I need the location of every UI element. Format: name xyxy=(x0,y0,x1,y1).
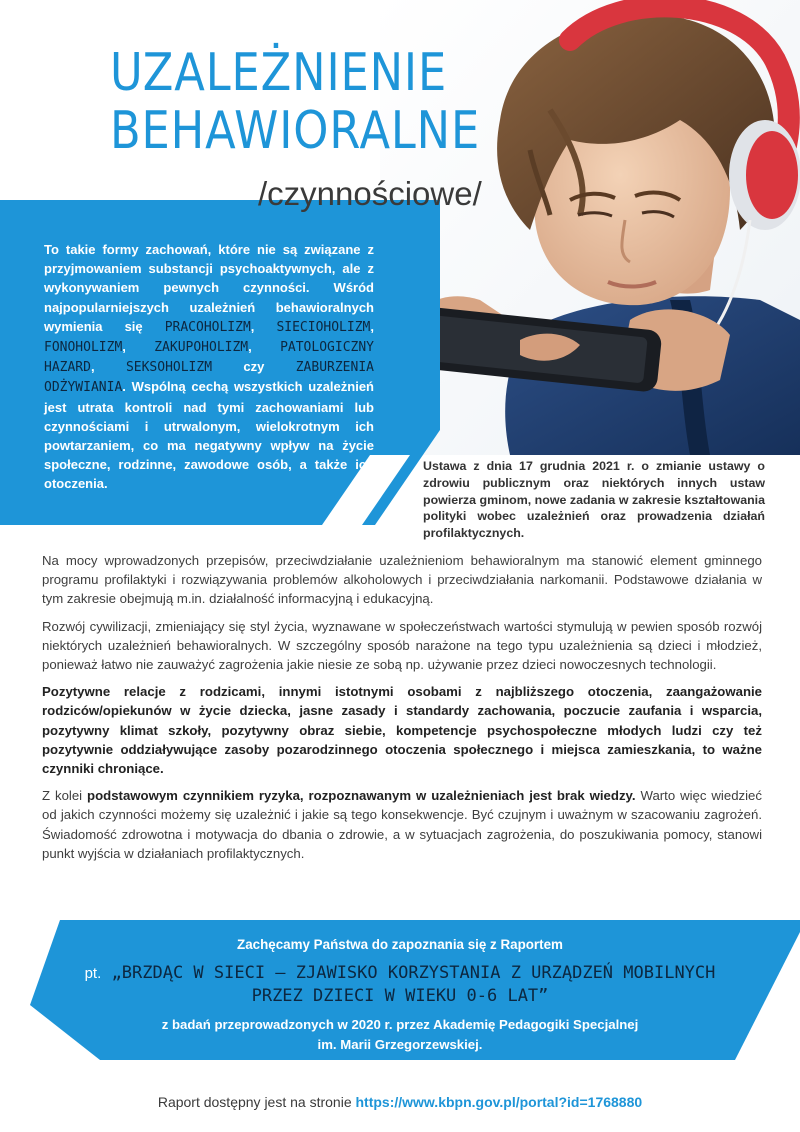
term-zakupoholizm: ZAKUPOHOLIZM xyxy=(154,340,249,356)
report-call-to-action xyxy=(80,934,720,1055)
report-title-line-2: PRZEZ DZIECI W WIEKU 0-6 LAT” xyxy=(251,986,549,1006)
p4-rest: Warto więc wiedzieć od jakich czynności możemy się uzależnić i jakie są tego konsekwencje. Być czujnym i uważnym w szacowaniu zagrożeń. Świadomość zdrowotna i motywacja do dbania o zdrowie, a w sytuacjach zagrożenia, do poszukiwania pomocy, stanowi punkt wyjścia w działaniach profilaktycznych. xyxy=(42,788,762,861)
footer xyxy=(0,1094,800,1110)
report-link[interactable]: https://www.kbpn.gov.pl/portal?id=1768880 xyxy=(355,1094,643,1110)
title-line-2: BEHAWIORALNE xyxy=(110,101,481,161)
report-source-line-1: z badań przeprowadzonych w 2020 r. przez Akademię Pedagogiki Specjalnej xyxy=(161,1017,639,1032)
term-pracoholizm: PRACOHOLIZM xyxy=(164,319,251,335)
term-zaburzenia: ZABURZENIA ODŻYWIANIA xyxy=(44,360,374,396)
law-note: Ustawa z dnia 17 grudnia 2021 r. o zmianie ustawy o zdrowiu publicznym oraz niektórych innych ustaw powierza gminom, nowe zadania w zakresie kształtowania polityki wobec uzależnień oraz prowadzenia działań profilaktycznych. xyxy=(423,459,765,541)
p4-bold: podstawowym czynnikiem ryzyka, rozpoznawanym w uzależnieniach jest brak wiedzy. xyxy=(87,788,636,804)
term-fonoholizm: FONOHOLIZM xyxy=(44,340,123,356)
intro-sep-2: , xyxy=(370,318,374,334)
report-title-line-1: „BRZDĄC W SIECI – ZJAWISKO KORZYSTANIA Z URZĄDZEŃ MOBILNYCH xyxy=(111,963,716,983)
report-source-line-2: im. Marii Grzegorzewskiej. xyxy=(317,1037,483,1052)
term-hazard: PATOLOGICZNY HAZARD xyxy=(44,340,374,376)
body-paragraph-4 xyxy=(42,786,762,863)
cta-intro: Zachęcamy Państwa do zapoznania się z Raportem xyxy=(237,937,563,952)
intro-sep-1: , xyxy=(250,318,277,334)
term-seksoholizm: SEKSOHOLIZM xyxy=(125,360,213,376)
body-paragraph-1: Na mocy wprowadzonych przepisów, przeciwdziałanie uzależnieniom behawioralnym ma stanowić element gminnego programu profilaktyki i rozwiązywania problemów alkoholowych i przeciwdziałania narkomanii. Podstawowe działania w tym zakresie obejmują m.in. działalność informacyjną i edukacyjną. xyxy=(42,553,762,607)
intro-sep-3: , xyxy=(122,339,155,355)
intro-sep-5: , xyxy=(90,359,126,375)
term-siecioholizm: SIECIOHOLIZM xyxy=(276,319,371,335)
intro-czy: czy xyxy=(212,359,296,375)
body-paragraph-2: Rozwój cywilizacji, zmieniający się styl życia, wyznawane w społeczeństwach wartości stymulują w pewien sposób rozwój niektórych uzależnień behawioralnych. W szczególny sposób narażone na tego typu uzależnienia są dzieci i młodzież, ponieważ łatwo nie zauważyć zagrożenia jakie niesie ze sobą np. używanie przez dzieci nowoczesnych technologii. xyxy=(42,618,762,673)
intro-part-1: To takie formy zachowań, które nie są związane z przyjmowaniem substancji psychoaktywnych, ale z wykonywaniem pewnych czynności. Wśród najpopularniejszych uzależnień behawioralnych wymienia się xyxy=(44,242,374,334)
body-paragraph-3: Pozytywne relacje z rodzicami, innymi istotnymi osobami z najbliższego otoczenia, zaangażowanie rodziców/opiekunów w życie dziecka, jasne zasady i standardy zachowania, poczucie zaufania i wsparcia, pozytywny klimat szkoły, pozytywny obraz siebie, kompetencje psychospołeczne młodych ludzi czy też pozytywnie oddziaływujące zasoby pozarodzinnego otoczenia społecznego i miejsca zamieszkania, to ważne czynniki chroniące. xyxy=(42,684,762,777)
title-line-1: UZALEŻNIENIE xyxy=(110,43,448,103)
page-title xyxy=(110,44,480,160)
report-source xyxy=(80,1015,720,1055)
report-pt: pt. xyxy=(84,965,102,982)
footer-text: Raport dostępny jest na stronie xyxy=(157,1094,356,1110)
intro-text xyxy=(44,240,374,494)
intro-sep-4: , xyxy=(248,339,281,355)
p4-start: Z kolei xyxy=(42,788,88,804)
page-subtitle: /czynnościowe/ xyxy=(258,175,482,212)
body-text xyxy=(42,551,762,871)
report-title xyxy=(80,962,720,1007)
intro-part-2: . Wspólną cechą wszystkich uzależnień jest utrata kontroli nad tymi zachowaniami lub czynnościami i utrwalonym, wielokrotnym ich powtarzaniem, co ma negatywny wpływ na życie społeczne, rodzinne, zawodowe osób, a także ich otoczenia. xyxy=(44,379,374,492)
